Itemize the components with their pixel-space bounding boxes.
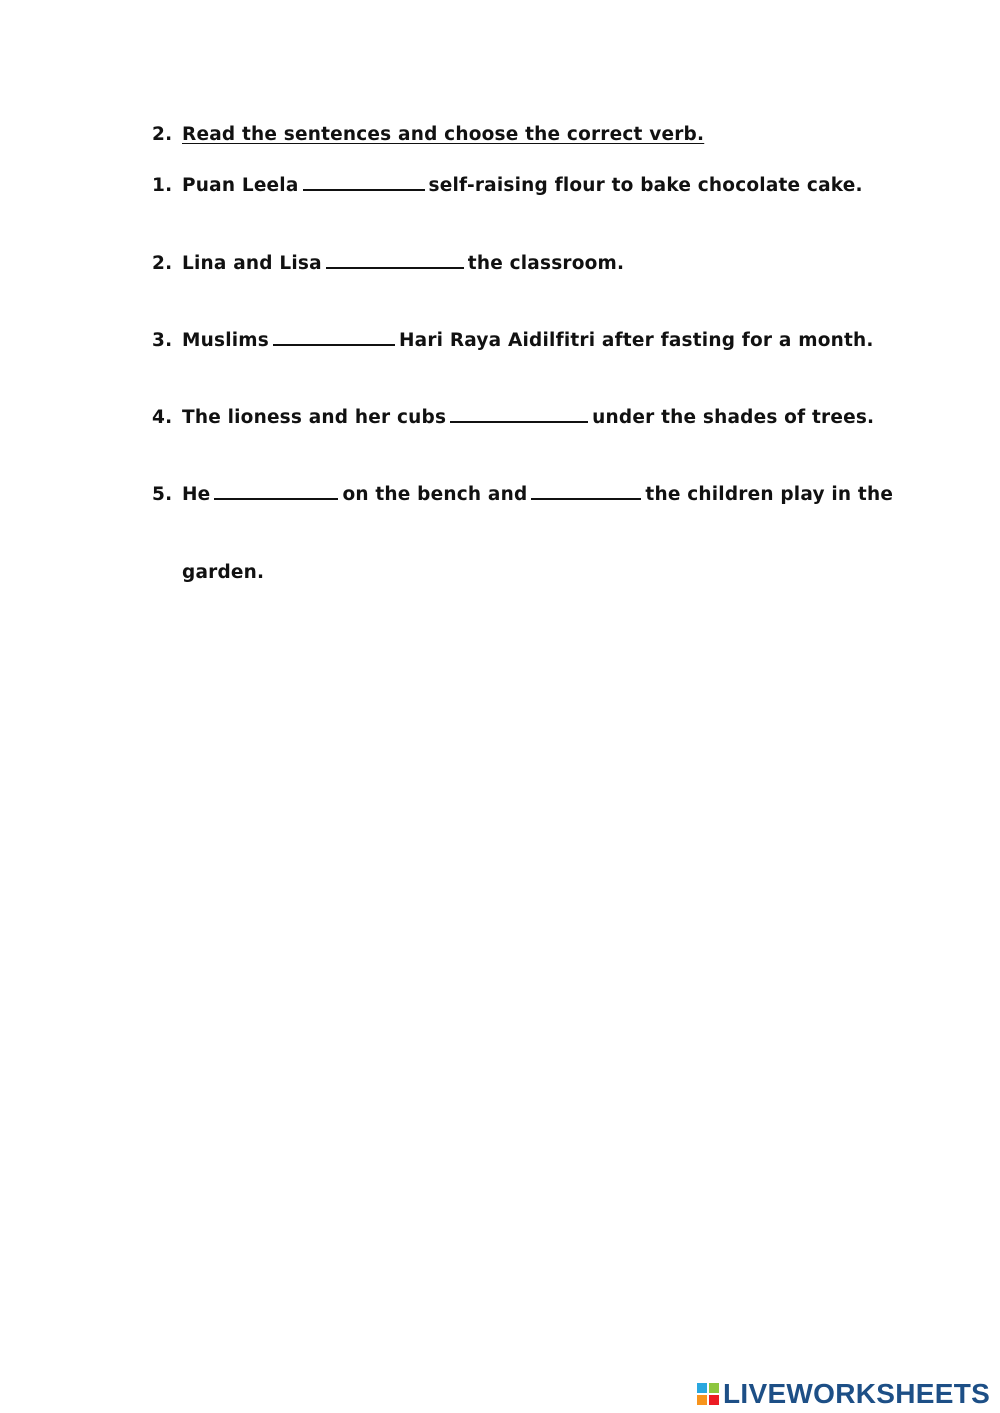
question-5 bbox=[152, 484, 893, 505]
question-3 bbox=[152, 330, 874, 351]
answer-blank-5a[interactable] bbox=[214, 484, 338, 500]
question-text-before: Lina and Lisa bbox=[182, 253, 322, 274]
question-number: 3. bbox=[152, 330, 173, 351]
question-text-before: He bbox=[182, 484, 211, 505]
question-number: 4. bbox=[152, 407, 173, 428]
question-text-after: the children play in the bbox=[645, 484, 894, 505]
question-text-before: Puan Leela bbox=[182, 175, 299, 196]
liveworksheets-logo bbox=[697, 1378, 990, 1410]
question-4 bbox=[152, 407, 874, 428]
question-number: 2. bbox=[152, 253, 173, 274]
question-text-after: self-raising flour to bake chocolate cake. bbox=[428, 175, 863, 196]
question-1 bbox=[152, 175, 863, 196]
question-2 bbox=[152, 253, 624, 274]
logo-text: LIVEWORKSHEETS bbox=[723, 1378, 991, 1409]
answer-blank-5b[interactable] bbox=[531, 484, 641, 500]
answer-blank-1[interactable] bbox=[303, 175, 425, 191]
instruction-number: 2. bbox=[152, 124, 173, 145]
logo-blocks-icon bbox=[697, 1383, 719, 1405]
question-text-after: under the shades of trees. bbox=[592, 407, 875, 428]
question-text-after: Hari Raya Aidilfitri after fasting for a month. bbox=[398, 330, 874, 351]
answer-blank-3[interactable] bbox=[273, 330, 395, 346]
question-text-middle: on the bench and bbox=[342, 484, 528, 505]
question-text-after: the classroom. bbox=[467, 253, 625, 274]
question-text-before: Muslims bbox=[182, 330, 269, 351]
question-5-continuation: garden. bbox=[182, 562, 265, 583]
answer-blank-2[interactable] bbox=[326, 253, 464, 269]
answer-blank-4[interactable] bbox=[450, 407, 588, 423]
instruction-text: Read the sentences and choose the correct verb. bbox=[182, 124, 705, 145]
question-number: 5. bbox=[152, 484, 173, 505]
question-text-before: The lioness and her cubs bbox=[182, 407, 447, 428]
question-number: 1. bbox=[152, 175, 173, 196]
instruction-line bbox=[152, 124, 704, 145]
